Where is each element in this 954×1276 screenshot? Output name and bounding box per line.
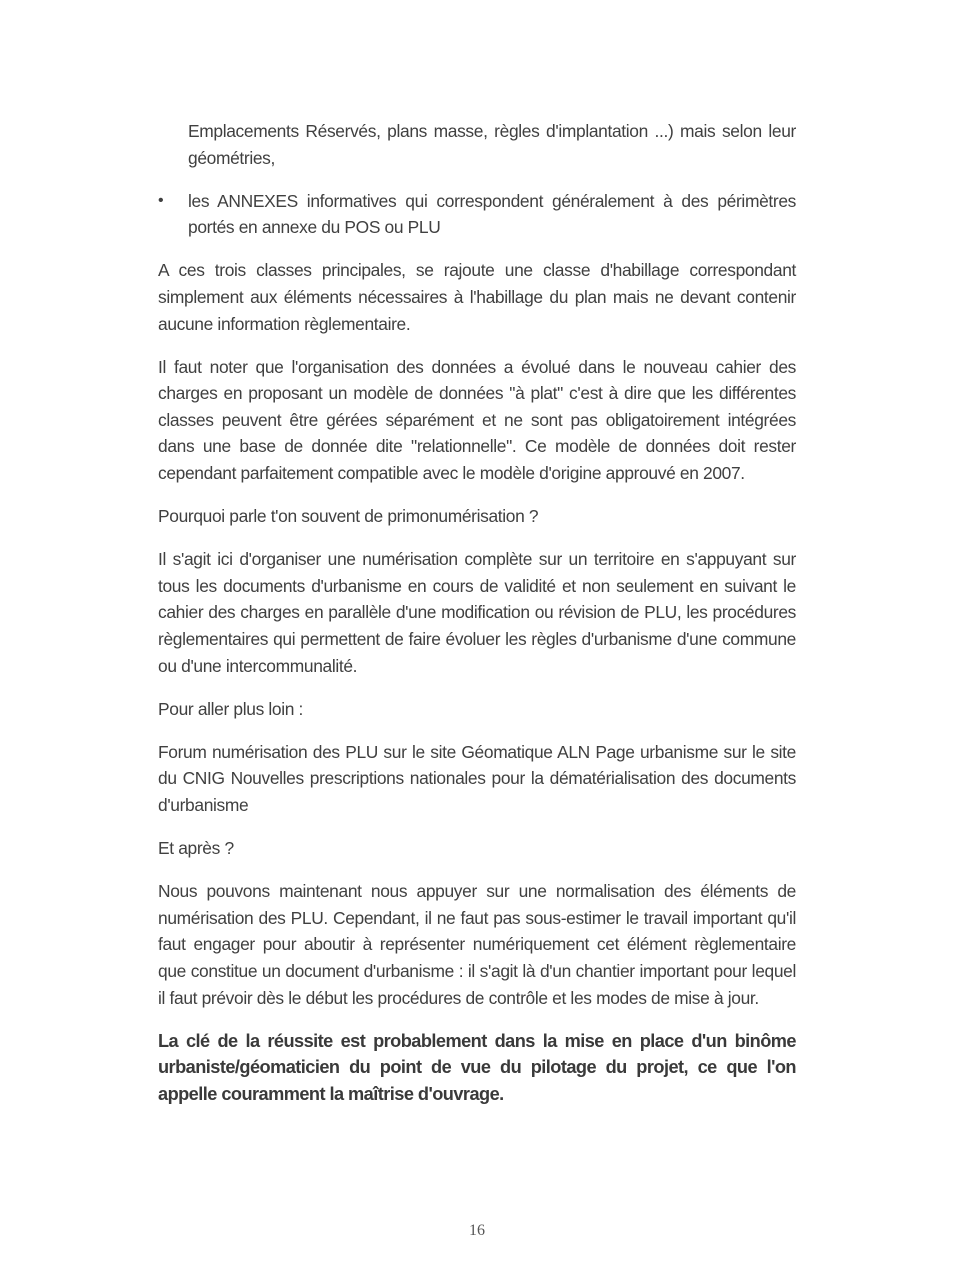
list-item-continuation: [158, 118, 796, 171]
paragraph-numerisation-complete: Il s'agit ici d'organiser une numérisation complète sur un territoire en s'appuyant sur tous les documents d'urbanisme en cours de validité et non seulement en suivant le cahier des charges en parallèle d'une modification ou révision de PLU, les procédures règlementaires qui permettent de faire évoluer les règles d'urbanisme d'une commune ou d'une intercommunalité.: [158, 549, 796, 676]
page-number: 16: [469, 1222, 485, 1239]
paragraph-organisation-donnees: Il faut noter que l'organisation des données a évolué dans le nouveau cahier des charges en proposant un modèle de données "à plat" c'est à dire que les différentes classes peuvent être gérées séparément et ne sont pas obligatoirement intégrées dans une base de donnée dite "relationnelle". Ce modèle de données doit rester cependant parfaitement compatible avec le modèle d'origine approuvé en 2007.: [158, 356, 796, 484]
question-primonumerisation: Pourquoi parle t'on souvent de primonumérisation ?: [158, 506, 539, 527]
document-page-body: [158, 118, 796, 1124]
list-item-text: les ANNEXES informatives qui correspondent généralement à des périmètres portés en annexe du POS ou PLU: [188, 190, 796, 238]
heading-pour-aller-plus-loin: Pour aller plus loin :: [158, 698, 304, 719]
paragraph-conclusion: La clé de la réussite est probablement dans la mise en place d'un binôme urbaniste/géomaticien du point de vue du pilotage du projet, ce que l'on appelle couramment la maîtrise d'ouvrage.: [158, 1030, 796, 1104]
list-item-text: Emplacements Réservés, plans masse, règles d'implantation ...) mais selon leur géométries,: [188, 121, 796, 168]
bullet-icon: •: [158, 191, 164, 209]
paragraph-normalisation: Nous pouvons maintenant nous appuyer sur une normalisation des éléments de numérisation des PLU. Cependant, il ne faut pas sous-estimer le travail important qu'il faut engager pour aboutir à représenter numériquement cet élément règlementaire que constitue un document d'urbanisme : il s'agit là d'un chantier important pour lequel il faut prévoir dès le début les procédures de contrôle et les modes de mise à jour.: [158, 881, 796, 1008]
question-et-apres: Et après ?: [158, 838, 234, 859]
paragraph-references: Forum numérisation des PLU sur le site Géomatique ALN Page urbanisme sur le site du CNIG Nouvelles prescriptions nationales pour la dématérialisation des documents d'urbanisme: [158, 741, 796, 815]
paragraph-habillage: A ces trois classes principales, se rajoute une classe d'habillage correspondant simplement aux éléments nécessaires à l'habillage du plan mais ne devant contenir aucune information règlementaire.: [158, 260, 796, 334]
list-item-annexes: [158, 188, 796, 241]
